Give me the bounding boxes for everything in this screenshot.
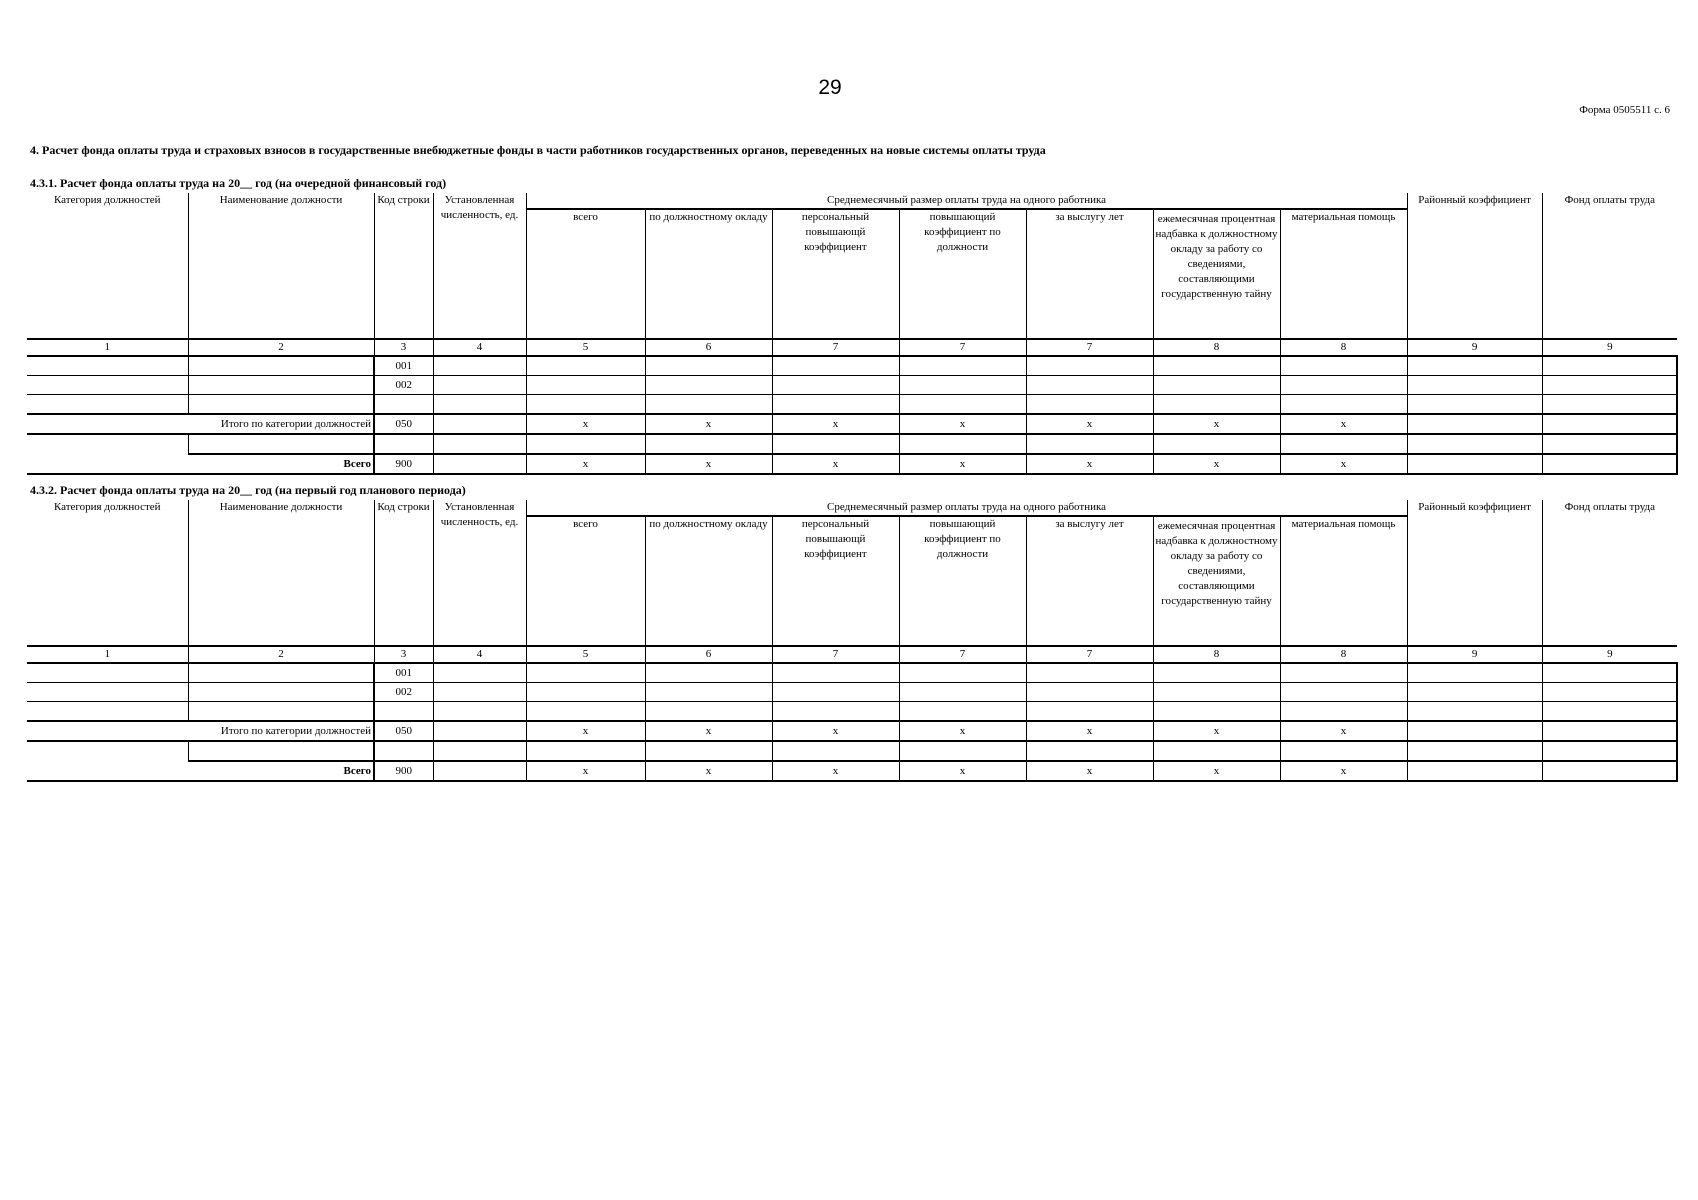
column-number: 5 — [526, 646, 645, 663]
value-cell[interactable] — [1153, 683, 1280, 702]
value-cell[interactable] — [526, 741, 645, 761]
position-name-cell[interactable] — [188, 683, 374, 702]
value-cell[interactable] — [645, 356, 772, 376]
value-cell[interactable] — [1542, 721, 1677, 741]
column-number: 6 — [645, 646, 772, 663]
x-mark: x — [645, 721, 772, 741]
value-cell[interactable] — [1542, 414, 1677, 434]
position-name-cell[interactable] — [188, 663, 374, 683]
headcount-cell[interactable] — [433, 454, 526, 474]
header-secret-bonus: ежемесячная процентная надбавка к должностному окладу за работу со сведениями, составляющими государственную тайну — [1153, 209, 1280, 339]
payroll-table-section-1 — [27, 193, 1669, 475]
headcount-cell[interactable] — [433, 721, 526, 741]
column-number: 7 — [1026, 339, 1153, 356]
value-cell[interactable] — [1280, 434, 1407, 454]
value-cell[interactable] — [899, 356, 1026, 376]
value-cell[interactable] — [1542, 376, 1677, 395]
x-mark: x — [1280, 721, 1407, 741]
value-cell[interactable] — [899, 663, 1026, 683]
value-cell[interactable] — [1026, 376, 1153, 395]
value-cell[interactable] — [1280, 395, 1407, 415]
value-cell[interactable] — [1407, 683, 1542, 702]
document-title: 4. Расчет фонда оплаты труда и страховых взносов в государственные внебюджетные фонды в части работников государственных органов, переведенных на новые системы оплаты труда — [30, 143, 1046, 157]
column-number: 3 — [374, 646, 433, 663]
column-number: 9 — [1407, 646, 1542, 663]
category-cell[interactable] — [27, 376, 188, 395]
headcount-cell[interactable] — [433, 414, 526, 434]
headcount-cell[interactable] — [433, 434, 526, 454]
category-cell[interactable] — [27, 683, 188, 702]
headcount-cell[interactable] — [433, 761, 526, 781]
value-cell[interactable] — [1407, 454, 1542, 474]
line-code-cell — [374, 702, 433, 722]
value-cell[interactable] — [1026, 356, 1153, 376]
column-number: 7 — [772, 339, 899, 356]
column-number: 7 — [772, 646, 899, 663]
value-cell[interactable] — [1407, 434, 1542, 454]
column-number: 1 — [27, 339, 188, 356]
column-number: 9 — [1542, 646, 1677, 663]
column-number: 4 — [433, 646, 526, 663]
x-mark: x — [1153, 721, 1280, 741]
column-number: 2 — [188, 339, 374, 356]
section-title: 4.3.2. Расчет фонда оплаты труда на 20__ год (на первый год планового периода) — [30, 483, 466, 497]
x-mark: x — [899, 761, 1026, 781]
header-line-code: Код строки — [374, 193, 433, 339]
header-average-pay-group: Среднемесячный размер оплаты труда на одного работника — [526, 193, 1407, 209]
header-position-coefficient: повышающий коэффициент по должности — [899, 516, 1026, 646]
table-row — [27, 683, 1677, 702]
table-row — [27, 356, 1677, 376]
value-cell[interactable] — [1280, 356, 1407, 376]
headcount-cell[interactable] — [433, 741, 526, 761]
header-salary: по должностному окладу — [645, 209, 772, 339]
value-cell[interactable] — [1542, 395, 1677, 415]
value-cell[interactable] — [772, 434, 899, 454]
x-mark: x — [1153, 454, 1280, 474]
value-cell[interactable] — [899, 683, 1026, 702]
headcount-cell[interactable] — [433, 663, 526, 683]
value-cell[interactable] — [526, 663, 645, 683]
x-mark: x — [526, 721, 645, 741]
value-cell[interactable] — [1026, 683, 1153, 702]
header-salary: по должностному окладу — [645, 516, 772, 646]
header-payroll-fund: Фонд оплаты труда — [1542, 500, 1677, 646]
column-number: 9 — [1407, 339, 1542, 356]
x-mark: x — [1026, 454, 1153, 474]
header-seniority: за выслугу лет — [1026, 209, 1153, 339]
value-cell[interactable] — [1407, 395, 1542, 415]
table-row — [27, 702, 1677, 722]
x-mark: x — [1280, 414, 1407, 434]
value-cell[interactable] — [772, 376, 899, 395]
total-label: Всего — [27, 454, 374, 474]
position-name-cell[interactable] — [188, 434, 374, 454]
x-mark: x — [645, 414, 772, 434]
header-category: Категория должностей — [27, 193, 188, 339]
header-personal-coefficient: персональный повышающй коэффициент — [772, 209, 899, 339]
value-cell[interactable] — [1153, 356, 1280, 376]
value-cell[interactable] — [1153, 702, 1280, 722]
total-row — [27, 761, 1677, 781]
value-cell[interactable] — [1407, 741, 1542, 761]
table-row — [27, 741, 1677, 761]
value-cell[interactable] — [1542, 761, 1677, 781]
x-mark: x — [1026, 414, 1153, 434]
value-cell[interactable] — [1280, 741, 1407, 761]
form-reference: Форма 0505511 с. 6 — [1579, 104, 1670, 116]
value-cell[interactable] — [645, 683, 772, 702]
total-label: Всего — [27, 761, 374, 781]
page-number: 29 — [818, 76, 842, 99]
headcount-cell[interactable] — [433, 702, 526, 722]
line-code-cell — [374, 741, 433, 761]
header-total: всего — [526, 209, 645, 339]
header-secret-bonus: ежемесячная процентная надбавка к должностному окладу за работу со сведениями, составляющими государственную тайну — [1153, 516, 1280, 646]
value-cell[interactable] — [1542, 683, 1677, 702]
value-cell[interactable] — [1153, 376, 1280, 395]
x-mark: x — [1280, 454, 1407, 474]
header-material-aid: материальная помощь — [1280, 209, 1407, 339]
header-position-coefficient: повышающий коэффициент по должности — [899, 209, 1026, 339]
line-code-cell: 050 — [374, 414, 433, 434]
value-cell[interactable] — [1542, 741, 1677, 761]
subtotal-label: Итого по категории должностей — [27, 721, 374, 741]
header-line-code: Код строки — [374, 500, 433, 646]
value-cell[interactable] — [1407, 702, 1542, 722]
value-cell[interactable] — [526, 702, 645, 722]
value-cell[interactable] — [772, 356, 899, 376]
position-name-cell[interactable] — [188, 702, 374, 722]
header-headcount: Установленная численность, ед. — [433, 193, 526, 339]
headcount-cell[interactable] — [433, 376, 526, 395]
column-number: 7 — [1026, 646, 1153, 663]
value-cell[interactable] — [1026, 663, 1153, 683]
column-number: 8 — [1153, 339, 1280, 356]
table-row — [27, 395, 1677, 415]
payroll-table — [27, 193, 1678, 475]
value-cell[interactable] — [526, 434, 645, 454]
value-cell[interactable] — [1153, 663, 1280, 683]
value-cell[interactable] — [1407, 356, 1542, 376]
x-mark: x — [772, 761, 899, 781]
x-mark: x — [772, 454, 899, 474]
value-cell[interactable] — [1542, 663, 1677, 683]
headcount-cell[interactable] — [433, 356, 526, 376]
header-position: Наименование должности — [188, 193, 374, 339]
value-cell[interactable] — [1280, 702, 1407, 722]
x-mark: x — [899, 414, 1026, 434]
header-category: Категория должностей — [27, 500, 188, 646]
value-cell[interactable] — [1026, 434, 1153, 454]
line-code-cell: 900 — [374, 454, 433, 474]
value-cell[interactable] — [899, 395, 1026, 415]
column-number: 2 — [188, 646, 374, 663]
position-name-cell[interactable] — [188, 356, 374, 376]
table-row — [27, 434, 1677, 454]
value-cell[interactable] — [526, 376, 645, 395]
line-code-cell: 900 — [374, 761, 433, 781]
column-number: 4 — [433, 339, 526, 356]
header-regional-coefficient: Районный коэффициент — [1407, 500, 1542, 646]
column-number: 7 — [899, 339, 1026, 356]
value-cell[interactable] — [899, 741, 1026, 761]
position-name-cell[interactable] — [188, 395, 374, 415]
x-mark: x — [1153, 761, 1280, 781]
value-cell[interactable] — [1153, 395, 1280, 415]
value-cell[interactable] — [1026, 702, 1153, 722]
line-code-cell: 002 — [374, 683, 433, 702]
x-mark: x — [1153, 414, 1280, 434]
header-regional-coefficient: Районный коэффициент — [1407, 193, 1542, 339]
category-cell[interactable] — [27, 356, 188, 376]
column-number: 9 — [1542, 339, 1677, 356]
value-cell[interactable] — [645, 702, 772, 722]
x-mark: x — [1280, 761, 1407, 781]
payroll-table-section-2 — [27, 500, 1669, 782]
header-seniority: за выслугу лет — [1026, 516, 1153, 646]
payroll-table — [27, 500, 1678, 782]
value-cell[interactable] — [1542, 356, 1677, 376]
value-cell[interactable] — [899, 376, 1026, 395]
x-mark: x — [899, 454, 1026, 474]
value-cell[interactable] — [645, 376, 772, 395]
subtotal-row — [27, 414, 1677, 434]
total-row — [27, 454, 1677, 474]
line-code-cell — [374, 434, 433, 454]
value-cell[interactable] — [1407, 663, 1542, 683]
category-cell[interactable] — [27, 702, 188, 722]
section-title: 4.3.1. Расчет фонда оплаты труда на 20__ год (на очередной финансовый год) — [30, 176, 447, 190]
x-mark: x — [526, 454, 645, 474]
header-payroll-fund: Фонд оплаты труда — [1542, 193, 1677, 339]
x-mark: x — [1026, 761, 1153, 781]
category-cell[interactable] — [27, 395, 188, 415]
value-cell[interactable] — [1153, 434, 1280, 454]
column-number: 7 — [899, 646, 1026, 663]
subtotal-label: Итого по категории должностей — [27, 414, 374, 434]
table-row — [27, 663, 1677, 683]
value-cell[interactable] — [526, 395, 645, 415]
value-cell[interactable] — [1407, 761, 1542, 781]
x-mark: x — [899, 721, 1026, 741]
value-cell[interactable] — [1407, 376, 1542, 395]
value-cell[interactable] — [526, 356, 645, 376]
value-cell[interactable] — [899, 434, 1026, 454]
category-cell[interactable] — [27, 663, 188, 683]
value-cell[interactable] — [645, 434, 772, 454]
x-mark: x — [526, 761, 645, 781]
value-cell[interactable] — [1026, 395, 1153, 415]
value-cell[interactable] — [899, 702, 1026, 722]
column-number: 8 — [1280, 646, 1407, 663]
value-cell[interactable] — [1407, 414, 1542, 434]
header-total: всего — [526, 516, 645, 646]
line-code-cell: 001 — [374, 356, 433, 376]
line-code-cell: 002 — [374, 376, 433, 395]
header-personal-coefficient: персональный повышающй коэффициент — [772, 516, 899, 646]
x-mark: x — [1026, 721, 1153, 741]
position-name-cell[interactable] — [188, 741, 374, 761]
value-cell[interactable] — [1542, 434, 1677, 454]
x-mark: x — [526, 414, 645, 434]
value-cell[interactable] — [526, 683, 645, 702]
headcount-cell[interactable] — [433, 683, 526, 702]
value-cell[interactable] — [772, 663, 899, 683]
column-number: 1 — [27, 646, 188, 663]
value-cell[interactable] — [645, 395, 772, 415]
value-cell[interactable] — [1407, 721, 1542, 741]
column-number: 3 — [374, 339, 433, 356]
column-number: 8 — [1280, 339, 1407, 356]
value-cell[interactable] — [1280, 376, 1407, 395]
value-cell[interactable] — [1153, 741, 1280, 761]
line-code-cell: 001 — [374, 663, 433, 683]
x-mark: x — [772, 721, 899, 741]
line-code-cell — [374, 395, 433, 415]
x-mark: x — [645, 454, 772, 474]
category-cell[interactable] — [27, 741, 188, 761]
header-material-aid: материальная помощь — [1280, 516, 1407, 646]
column-number: 5 — [526, 339, 645, 356]
value-cell[interactable] — [645, 741, 772, 761]
category-cell[interactable] — [27, 434, 188, 454]
table-row — [27, 376, 1677, 395]
value-cell[interactable] — [645, 663, 772, 683]
value-cell[interactable] — [1280, 663, 1407, 683]
column-number: 8 — [1153, 646, 1280, 663]
x-mark: x — [645, 761, 772, 781]
value-cell[interactable] — [772, 741, 899, 761]
header-average-pay-group: Среднемесячный размер оплаты труда на одного работника — [526, 500, 1407, 516]
position-name-cell[interactable] — [188, 376, 374, 395]
line-code-cell: 050 — [374, 721, 433, 741]
headcount-cell[interactable] — [433, 395, 526, 415]
value-cell[interactable] — [772, 683, 899, 702]
value-cell[interactable] — [1026, 741, 1153, 761]
column-number: 6 — [645, 339, 772, 356]
value-cell[interactable] — [772, 395, 899, 415]
value-cell[interactable] — [1280, 683, 1407, 702]
x-mark: x — [772, 414, 899, 434]
header-headcount: Установленная численность, ед. — [433, 500, 526, 646]
header-position: Наименование должности — [188, 500, 374, 646]
value-cell[interactable] — [1542, 702, 1677, 722]
subtotal-row — [27, 721, 1677, 741]
value-cell[interactable] — [1542, 454, 1677, 474]
value-cell[interactable] — [772, 702, 899, 722]
